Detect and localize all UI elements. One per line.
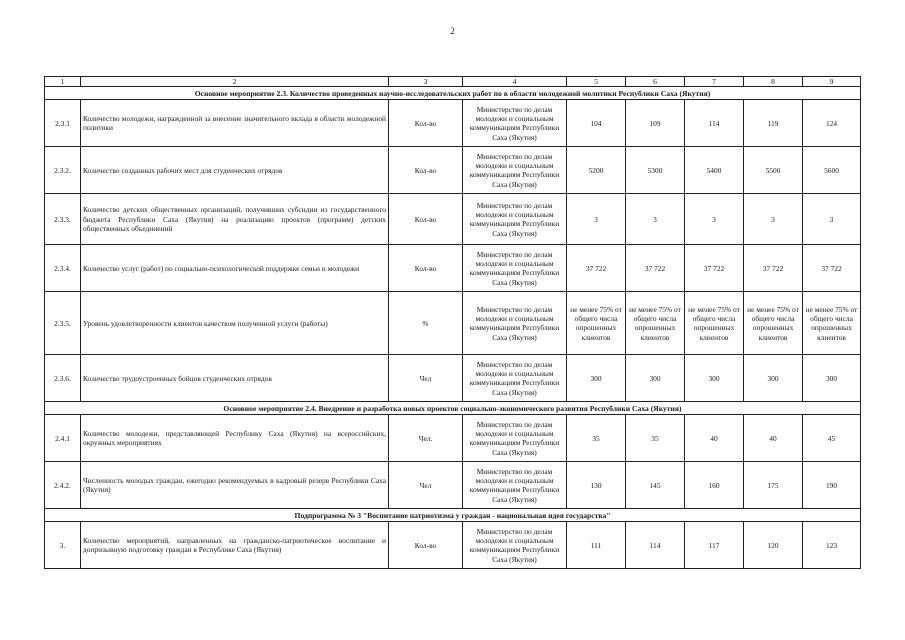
responsible-executor: Министерство по делам молодежи и социальным коммуникациям Республики Саха (Якутия) xyxy=(463,355,567,402)
row-number: 2.3.3. xyxy=(45,194,81,245)
column-header: 8 xyxy=(744,77,803,87)
target-value: 120 xyxy=(744,522,803,569)
target-value: 160 xyxy=(685,462,744,509)
column-header: 4 xyxy=(463,77,567,87)
column-header: 9 xyxy=(803,77,861,87)
target-value: не менее 75% от общего числа опрошенных клиентов xyxy=(803,292,861,355)
target-value: 145 xyxy=(626,462,685,509)
unit-of-measure: Кол-во xyxy=(389,147,463,194)
row-number: 2.3.2. xyxy=(45,147,81,194)
row-number: 2.3.5. xyxy=(45,292,81,355)
target-value: 130 xyxy=(567,462,626,509)
section-heading: Основное мероприятие 2.4. Внедрение и разработка новых проектов социально-экономического развития Республики Саха (Якутия) xyxy=(45,402,861,415)
section-heading-row xyxy=(45,509,861,522)
target-value: 117 xyxy=(685,522,744,569)
indicator-name: Количество мероприятий, направленных на гражданско-патриотическое воспитание и допризывную подготовку граждан в Республике Саха (Якутия) xyxy=(81,522,389,569)
responsible-executor: Министерство по делам молодежи и социальным коммуникациям Республики Саха (Якутия) xyxy=(463,194,567,245)
row-number: 2.4.2. xyxy=(45,462,81,509)
responsible-executor: Министерство по делам молодежи и социальным коммуникациям Республики Саха (Якутия) xyxy=(463,292,567,355)
responsible-executor: Министерство по делам молодежи и социальным коммуникациям Республики Саха (Якутия) xyxy=(463,147,567,194)
section-heading: Основное мероприятие 2.3. Количество проведенных научно-исследовательских работ по в области молодежной молитики Республики Саха (Якутия) xyxy=(45,87,861,100)
row-number: 2.3.4. xyxy=(45,245,81,292)
indicator-name: Уровень удовлетворенности клиентов качеством полученной услуги (работы) xyxy=(81,292,389,355)
indicators-table xyxy=(44,76,861,569)
target-value: 5600 xyxy=(803,147,861,194)
responsible-executor: Министерство по делам молодежи и социальным коммуникациям Республики Саха (Якутия) xyxy=(463,245,567,292)
target-value: 5300 xyxy=(626,147,685,194)
responsible-executor: Министерство по делам молодежи и социальным коммуникациям Республики Саха (Якутия) xyxy=(463,462,567,509)
column-header: 6 xyxy=(626,77,685,87)
table-row xyxy=(45,462,861,509)
unit-of-measure: Кол-во xyxy=(389,194,463,245)
indicator-name: Количество трудоустроенных бойцов студенческих отрядов xyxy=(81,355,389,402)
column-header: 1 xyxy=(45,77,81,87)
unit-of-measure: Кол-во xyxy=(389,245,463,292)
target-value: 40 xyxy=(685,415,744,462)
unit-of-measure: Кол-во xyxy=(389,522,463,569)
target-value: 300 xyxy=(803,355,861,402)
target-value: 114 xyxy=(626,522,685,569)
target-value: 3 xyxy=(626,194,685,245)
target-value: 3 xyxy=(803,194,861,245)
target-value: не менее 75% от общего числа опрошенных клиентов xyxy=(744,292,803,355)
table-row xyxy=(45,245,861,292)
target-value: 300 xyxy=(567,355,626,402)
column-header: 2 xyxy=(81,77,389,87)
section-heading: Подпрограмма № 3 "Воспитание патриотизма у граждан - национальная идея государства" xyxy=(45,509,861,522)
row-number: 2.4.1 xyxy=(45,415,81,462)
unit-of-measure: % xyxy=(389,292,463,355)
column-header: 5 xyxy=(567,77,626,87)
table-row xyxy=(45,292,861,355)
table-row xyxy=(45,100,861,147)
column-header: 3 xyxy=(389,77,463,87)
target-value: 300 xyxy=(744,355,803,402)
target-value: не менее 75% от общего числа опрошенных клиентов xyxy=(685,292,744,355)
target-value: 124 xyxy=(803,100,861,147)
target-value: 104 xyxy=(567,100,626,147)
target-value: 109 xyxy=(626,100,685,147)
target-value: 35 xyxy=(567,415,626,462)
responsible-executor: Министерство по делам молодежи и социальным коммуникациям Республики Саха (Якутия) xyxy=(463,522,567,569)
target-value: 45 xyxy=(803,415,861,462)
indicator-name: Количество молодежи, награжденной за внесение значительного вклада в области молодежной политики xyxy=(81,100,389,147)
target-value: 5400 xyxy=(685,147,744,194)
indicator-name: Количество молодежи, представляющей Республику Саха (Якутия) на всероссийских, окружных мероприятиях xyxy=(81,415,389,462)
table-body xyxy=(45,87,861,569)
target-value: 123 xyxy=(803,522,861,569)
target-value: 5200 xyxy=(567,147,626,194)
target-value: 3 xyxy=(744,194,803,245)
section-heading-row xyxy=(45,87,861,100)
target-value: 37 722 xyxy=(744,245,803,292)
responsible-executor: Министерство по делам молодежи и социальным коммуникациям Республики Саха (Якутия) xyxy=(463,415,567,462)
table-row xyxy=(45,415,861,462)
target-value: 3 xyxy=(685,194,744,245)
target-value: 190 xyxy=(803,462,861,509)
target-value: 114 xyxy=(685,100,744,147)
row-number: 3. xyxy=(45,522,81,569)
target-value: 300 xyxy=(685,355,744,402)
target-value: 37 722 xyxy=(626,245,685,292)
target-value: 5500 xyxy=(744,147,803,194)
table-row xyxy=(45,355,861,402)
page-number: 2 xyxy=(450,26,455,36)
row-number: 2.3.1 xyxy=(45,100,81,147)
indicator-name: Численность молодых граждан, ежегодно рекомендуемых в кадровый резерв Республики Саха (Якутия) xyxy=(81,462,389,509)
target-value: 3 xyxy=(567,194,626,245)
target-value: 37 722 xyxy=(567,245,626,292)
table-row xyxy=(45,522,861,569)
unit-of-measure: Чел xyxy=(389,355,463,402)
target-value: 37 722 xyxy=(685,245,744,292)
indicator-name: Количество созданных рабочих мест для студенческих отрядов xyxy=(81,147,389,194)
target-value: 300 xyxy=(626,355,685,402)
target-value: 111 xyxy=(567,522,626,569)
target-value: 119 xyxy=(744,100,803,147)
indicator-name: Количество услуг (работ) по социально-психологической поддержке семьи и молодежи xyxy=(81,245,389,292)
table-row xyxy=(45,147,861,194)
row-number: 2.3.6. xyxy=(45,355,81,402)
target-value: 35 xyxy=(626,415,685,462)
target-value: 40 xyxy=(744,415,803,462)
unit-of-measure: Чел. xyxy=(389,415,463,462)
unit-of-measure: Кол-во xyxy=(389,100,463,147)
table-header-row xyxy=(45,77,861,87)
target-value: не менее 75% от общего числа опрошенных клиентов xyxy=(567,292,626,355)
section-heading-row xyxy=(45,402,861,415)
table-row xyxy=(45,194,861,245)
target-value: 37 722 xyxy=(803,245,861,292)
target-value: не менее 75% от общего числа опрошенных клиентов xyxy=(626,292,685,355)
target-value: 175 xyxy=(744,462,803,509)
column-header: 7 xyxy=(685,77,744,87)
indicator-name: Количество детских общественных организаций, получивших субсидии из государственного бюджета Республики Саха (Якутия) на реализацию проектов (программ) детских общественных объединений xyxy=(81,194,389,245)
responsible-executor: Министерство по делам молодежи и социальным коммуникациям Республики Саха (Якутия) xyxy=(463,100,567,147)
unit-of-measure: Чел xyxy=(389,462,463,509)
